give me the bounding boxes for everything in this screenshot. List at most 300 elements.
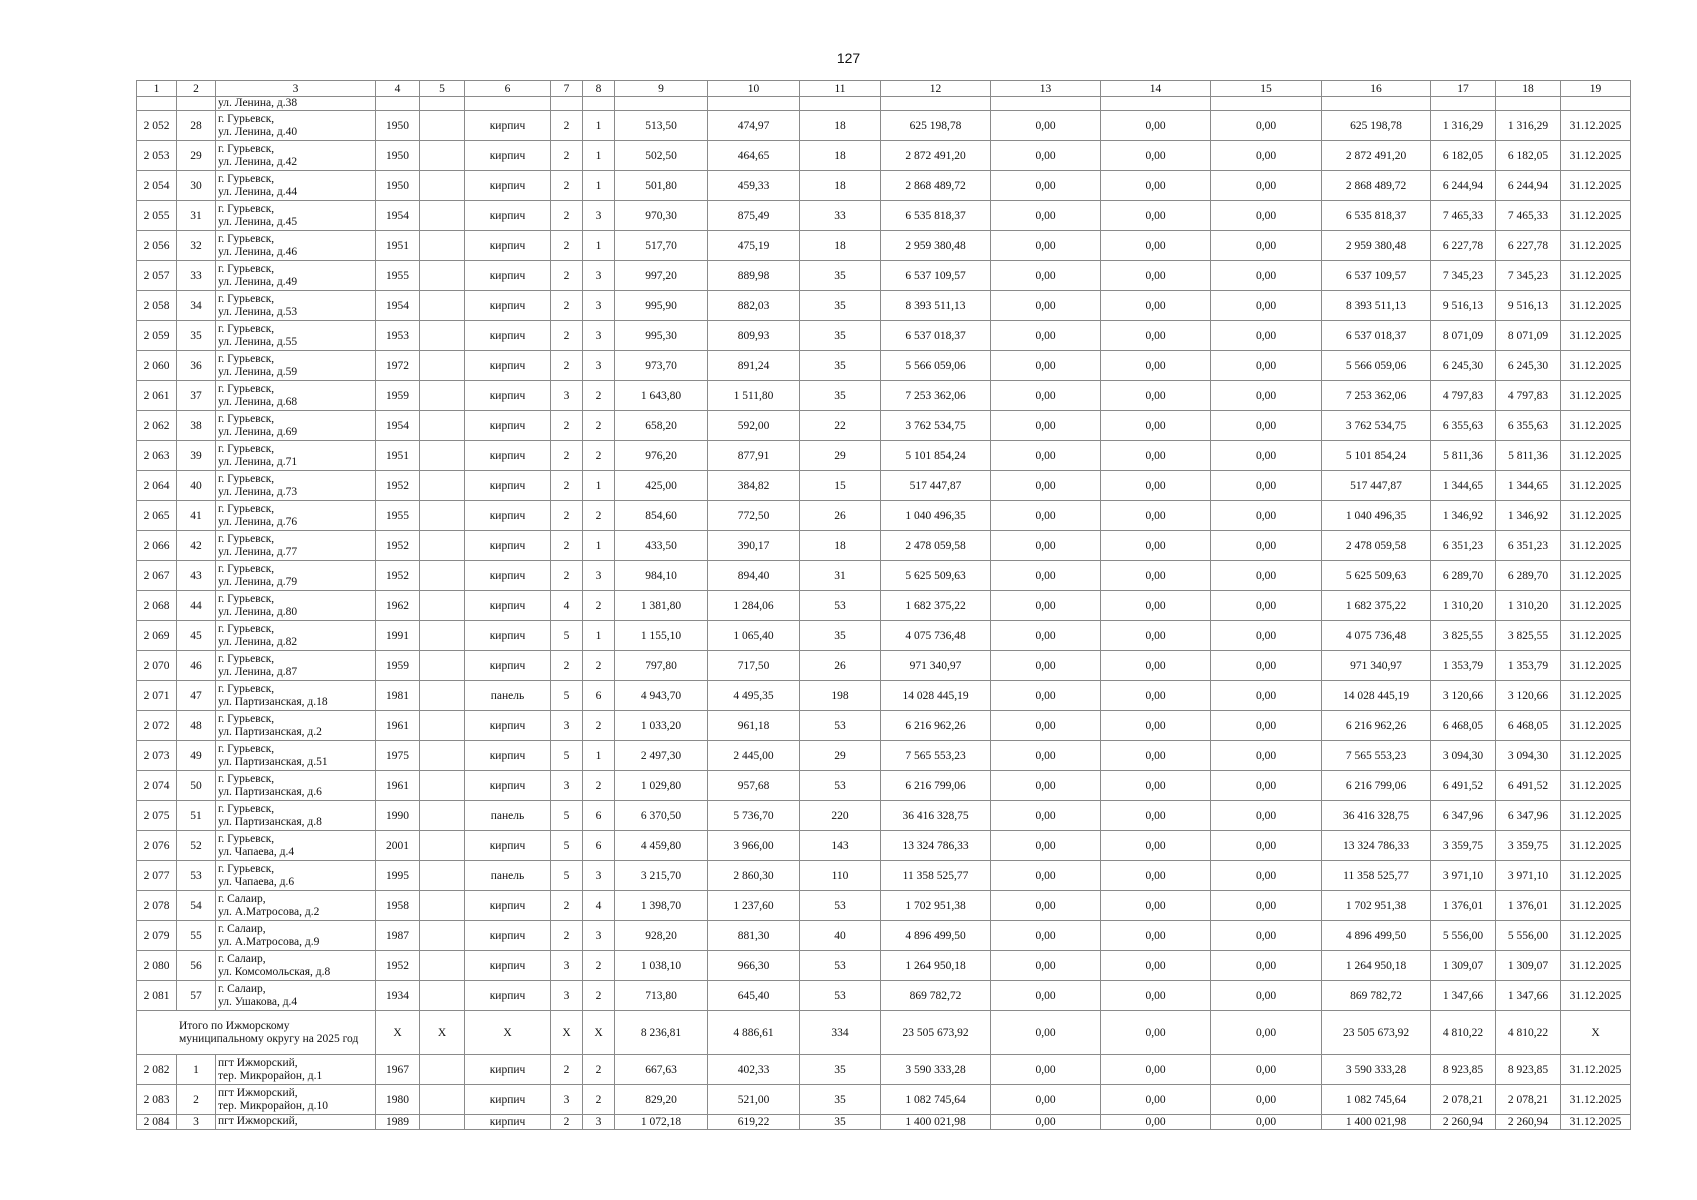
table-cell: 3 971,10 bbox=[1496, 861, 1561, 891]
table-cell: 14 028 445,19 bbox=[1322, 681, 1431, 711]
table-cell: 713,80 bbox=[615, 981, 708, 1011]
table-cell: 0,00 bbox=[991, 771, 1101, 801]
table-cell: 2 084 bbox=[137, 1115, 177, 1130]
table-cell: 2 959 380,48 bbox=[881, 231, 991, 261]
table-cell: 0,00 bbox=[991, 1085, 1101, 1115]
table-cell: 2 bbox=[583, 441, 615, 471]
table-cell: 2 068 bbox=[137, 591, 177, 621]
table-cell: 35 bbox=[800, 261, 881, 291]
column-header: 1 bbox=[137, 81, 177, 97]
total-cell: Х bbox=[376, 1011, 420, 1055]
column-header: 7 bbox=[551, 81, 583, 97]
table-cell: 433,50 bbox=[615, 531, 708, 561]
table-cell: 35 bbox=[800, 1115, 881, 1130]
table-cell: 1980 bbox=[376, 1085, 420, 1115]
column-header: 3 bbox=[216, 81, 376, 97]
table-cell: 1958 bbox=[376, 891, 420, 921]
table-cell: 3 094,30 bbox=[1496, 741, 1561, 771]
table-cell: 35 bbox=[800, 291, 881, 321]
table-cell: 1975 bbox=[376, 741, 420, 771]
table-cell: 619,22 bbox=[708, 1115, 800, 1130]
table-cell: 7 465,33 bbox=[1496, 201, 1561, 231]
table-cell: 3 215,70 bbox=[615, 861, 708, 891]
table-cell: 1 400 021,98 bbox=[1322, 1115, 1431, 1130]
address-cell: г. Гурьевск, ул. Чапаева, д.4 bbox=[216, 831, 376, 861]
table-cell: 8 923,85 bbox=[1431, 1055, 1496, 1085]
table-cell: 6 245,30 bbox=[1431, 351, 1496, 381]
table-cell: 8 393 511,13 bbox=[1322, 291, 1431, 321]
table-cell: 7 465,33 bbox=[1431, 201, 1496, 231]
table-cell: кирпич bbox=[465, 501, 551, 531]
table-cell: 6 491,52 bbox=[1496, 771, 1561, 801]
table-row bbox=[137, 951, 1631, 981]
table-cell: 5 bbox=[551, 831, 583, 861]
total-cell: 0,00 bbox=[1211, 1011, 1322, 1055]
table-cell: 36 416 328,75 bbox=[881, 801, 991, 831]
column-header: 15 bbox=[1211, 81, 1322, 97]
table-cell: 1 264 950,18 bbox=[1322, 951, 1431, 981]
table-cell: 1 bbox=[177, 1055, 216, 1085]
table-cell: 31.12.2025 bbox=[1561, 501, 1631, 531]
table-cell: 6 244,94 bbox=[1431, 171, 1496, 201]
table-cell: 0,00 bbox=[1211, 351, 1322, 381]
table-cell bbox=[420, 741, 465, 771]
table-cell: 3 359,75 bbox=[1431, 831, 1496, 861]
table-cell: 0,00 bbox=[991, 141, 1101, 171]
table-cell: 2 081 bbox=[137, 981, 177, 1011]
table-cell: 49 bbox=[177, 741, 216, 771]
table-cell: 971 340,97 bbox=[1322, 651, 1431, 681]
table-cell: 2 bbox=[551, 501, 583, 531]
column-header: 4 bbox=[376, 81, 420, 97]
table-cell: 2 bbox=[583, 1055, 615, 1085]
table-cell: 0,00 bbox=[991, 951, 1101, 981]
table-cell: кирпич bbox=[465, 711, 551, 741]
table-cell: 0,00 bbox=[1101, 711, 1211, 741]
table-cell: 36 bbox=[177, 351, 216, 381]
table-cell: 3 bbox=[583, 261, 615, 291]
table-cell: 0,00 bbox=[991, 1115, 1101, 1130]
address-cell: г. Гурьевск, ул. Партизанская, д.2 bbox=[216, 711, 376, 741]
table-cell: 869 782,72 bbox=[1322, 981, 1431, 1011]
table-cell: 26 bbox=[800, 651, 881, 681]
total-cell: 4 886,61 bbox=[708, 1011, 800, 1055]
table-cell: 2 bbox=[551, 201, 583, 231]
table-cell: 1 702 951,38 bbox=[1322, 891, 1431, 921]
table-cell: 31.12.2025 bbox=[1561, 111, 1631, 141]
table-cell: 2 064 bbox=[137, 471, 177, 501]
table-cell bbox=[420, 441, 465, 471]
table-cell: 1 682 375,22 bbox=[1322, 591, 1431, 621]
table-cell: 2 078,21 bbox=[1496, 1085, 1561, 1115]
table-cell: 53 bbox=[800, 951, 881, 981]
table-cell: 29 bbox=[177, 141, 216, 171]
total-cell: 8 236,81 bbox=[615, 1011, 708, 1055]
table-cell: 29 bbox=[800, 741, 881, 771]
table-cell: 35 bbox=[800, 1085, 881, 1115]
address-cell: г. Гурьевск, ул. Ленина, д.87 bbox=[216, 651, 376, 681]
table-row bbox=[137, 141, 1631, 171]
table-cell: 0,00 bbox=[1211, 891, 1322, 921]
table-cell: 2 052 bbox=[137, 111, 177, 141]
table-cell: 4 bbox=[551, 591, 583, 621]
table-cell: 3 825,55 bbox=[1431, 621, 1496, 651]
table-cell: 35 bbox=[800, 1055, 881, 1085]
table-cell: 1 346,92 bbox=[1496, 501, 1561, 531]
table-cell: 0,00 bbox=[1101, 171, 1211, 201]
address-cell: г. Салаир, ул. Комсомольская, д.8 bbox=[216, 951, 376, 981]
table-cell: 4 943,70 bbox=[615, 681, 708, 711]
table-cell bbox=[420, 171, 465, 201]
table-cell: 2 071 bbox=[137, 681, 177, 711]
table-cell: 48 bbox=[177, 711, 216, 741]
table-cell: 35 bbox=[177, 321, 216, 351]
table-cell: 5 bbox=[551, 861, 583, 891]
table-cell: кирпич bbox=[465, 561, 551, 591]
table-cell: кирпич bbox=[465, 891, 551, 921]
table-cell: 6 535 818,37 bbox=[881, 201, 991, 231]
table-cell: 521,00 bbox=[708, 1085, 800, 1115]
table-cell: 1 353,79 bbox=[1431, 651, 1496, 681]
table-cell: 2 860,30 bbox=[708, 861, 800, 891]
table-cell: 0,00 bbox=[1101, 651, 1211, 681]
table-cell: кирпич bbox=[465, 771, 551, 801]
table-cell: 0,00 bbox=[1211, 951, 1322, 981]
table-cell: 6 bbox=[583, 831, 615, 861]
table-cell bbox=[420, 1055, 465, 1085]
table-cell: 4 495,35 bbox=[708, 681, 800, 711]
total-cell: 4 810,22 bbox=[1496, 1011, 1561, 1055]
table-cell: 797,80 bbox=[615, 651, 708, 681]
table-cell: 53 bbox=[177, 861, 216, 891]
table-cell: 2 445,00 bbox=[708, 741, 800, 771]
table-cell bbox=[420, 831, 465, 861]
table-cell: 18 bbox=[800, 111, 881, 141]
table-cell: 1934 bbox=[376, 981, 420, 1011]
table-cell: 6 537 018,37 bbox=[1322, 321, 1431, 351]
table-cell: 1954 bbox=[376, 411, 420, 441]
table-cell: 4 bbox=[583, 891, 615, 921]
table-cell: 2 bbox=[551, 561, 583, 591]
table-cell: 0,00 bbox=[1101, 801, 1211, 831]
table-cell bbox=[420, 861, 465, 891]
column-header: 2 bbox=[177, 81, 216, 97]
table-cell: 4 075 736,48 bbox=[881, 621, 991, 651]
table-cell: 0,00 bbox=[1211, 771, 1322, 801]
table-cell: 2 bbox=[551, 531, 583, 561]
table-cell: 7 345,23 bbox=[1431, 261, 1496, 291]
table-cell: 32 bbox=[177, 231, 216, 261]
table-cell: 2 bbox=[583, 711, 615, 741]
table-row bbox=[137, 471, 1631, 501]
table-cell: 0,00 bbox=[1211, 411, 1322, 441]
table-cell: 39 bbox=[177, 441, 216, 471]
address-cell: г. Гурьевск, ул. Ленина, д.68 bbox=[216, 381, 376, 411]
table-cell: 2 260,94 bbox=[1431, 1115, 1496, 1130]
table-cell: 0,00 bbox=[991, 411, 1101, 441]
table-cell: 44 bbox=[177, 591, 216, 621]
table-cell: 3 bbox=[583, 561, 615, 591]
table-cell: 6 537 018,37 bbox=[881, 321, 991, 351]
address-cell: г. Гурьевск, ул. Ленина, д.53 bbox=[216, 291, 376, 321]
table-cell bbox=[420, 681, 465, 711]
table-cell: 1955 bbox=[376, 261, 420, 291]
table-cell: 0,00 bbox=[991, 831, 1101, 861]
table-cell: 0,00 bbox=[1101, 1115, 1211, 1130]
table-cell: 772,50 bbox=[708, 501, 800, 531]
table-cell: 6 216 799,06 bbox=[1322, 771, 1431, 801]
table-cell: 4 797,83 bbox=[1431, 381, 1496, 411]
total-cell: Х bbox=[420, 1011, 465, 1055]
table-cell: 5 625 509,63 bbox=[881, 561, 991, 591]
table-cell: 2 056 bbox=[137, 231, 177, 261]
page-number: 127 bbox=[836, 50, 861, 66]
table-cell: 6 bbox=[583, 801, 615, 831]
table-cell: 0,00 bbox=[991, 621, 1101, 651]
table-cell: 0,00 bbox=[1211, 801, 1322, 831]
table-cell: 0,00 bbox=[1101, 291, 1211, 321]
table-cell: 5 811,36 bbox=[1496, 441, 1561, 471]
table-cell: 425,00 bbox=[615, 471, 708, 501]
table-cell: 997,20 bbox=[615, 261, 708, 291]
column-header: 12 bbox=[881, 81, 991, 97]
table-cell: 2 bbox=[551, 1115, 583, 1130]
table-row bbox=[137, 1055, 1631, 1085]
table-row bbox=[137, 291, 1631, 321]
table-cell: 31.12.2025 bbox=[1561, 591, 1631, 621]
table-cell: 1 344,65 bbox=[1431, 471, 1496, 501]
table-cell: 0,00 bbox=[1211, 711, 1322, 741]
table-cell: 0,00 bbox=[991, 321, 1101, 351]
table-cell: 0,00 bbox=[1211, 111, 1322, 141]
table-cell: 2 872 491,20 bbox=[1322, 141, 1431, 171]
table-cell: 31.12.2025 bbox=[1561, 711, 1631, 741]
table-cell: 2 057 bbox=[137, 261, 177, 291]
table-cell: 31.12.2025 bbox=[1561, 561, 1631, 591]
table-cell: 3 bbox=[583, 861, 615, 891]
table-row bbox=[137, 381, 1631, 411]
table-cell: панель bbox=[465, 681, 551, 711]
total-cell: Х bbox=[583, 1011, 615, 1055]
table-cell: кирпич bbox=[465, 651, 551, 681]
table-cell: 31.12.2025 bbox=[1561, 831, 1631, 861]
table-cell: 5 556,00 bbox=[1431, 921, 1496, 951]
table-cell: 513,50 bbox=[615, 111, 708, 141]
table-cell: 6 491,52 bbox=[1431, 771, 1496, 801]
table-cell: 6 216 962,26 bbox=[881, 711, 991, 741]
table-cell: 667,63 bbox=[615, 1055, 708, 1085]
table-cell: кирпич bbox=[465, 471, 551, 501]
table-cell: 0,00 bbox=[991, 891, 1101, 921]
table-cell: 1 bbox=[583, 171, 615, 201]
table-cell: 2 069 bbox=[137, 621, 177, 651]
table-cell bbox=[420, 801, 465, 831]
column-header: 19 bbox=[1561, 81, 1631, 97]
table-cell: 6 216 799,06 bbox=[881, 771, 991, 801]
table-cell bbox=[420, 351, 465, 381]
table-cell: кирпич bbox=[465, 111, 551, 141]
table-cell: 1951 bbox=[376, 441, 420, 471]
table-cell: 0,00 bbox=[991, 801, 1101, 831]
table-cell: 1 040 496,35 bbox=[1322, 501, 1431, 531]
table-cell: кирпич bbox=[465, 291, 551, 321]
table-cell: 2 bbox=[551, 321, 583, 351]
table-cell: 0,00 bbox=[1211, 1085, 1322, 1115]
table-cell: 0,00 bbox=[1101, 951, 1211, 981]
table-cell: 198 bbox=[800, 681, 881, 711]
table-cell: 6 355,63 bbox=[1496, 411, 1561, 441]
total-cell: 4 810,22 bbox=[1431, 1011, 1496, 1055]
table-cell: 957,68 bbox=[708, 771, 800, 801]
table-cell: 1 347,66 bbox=[1431, 981, 1496, 1011]
table-cell: 1 376,01 bbox=[1496, 891, 1561, 921]
table-cell: 1 353,79 bbox=[1496, 651, 1561, 681]
table-cell: 1991 bbox=[376, 621, 420, 651]
table-cell: 40 bbox=[177, 471, 216, 501]
table-cell: 2 bbox=[551, 171, 583, 201]
table-cell: 53 bbox=[800, 891, 881, 921]
table-cell: 1 065,40 bbox=[708, 621, 800, 651]
table-cell: 1 bbox=[583, 621, 615, 651]
table-cell: 35 bbox=[800, 381, 881, 411]
address-cell: пгт Ижморский, bbox=[216, 1115, 376, 1130]
table-cell: 0,00 bbox=[991, 291, 1101, 321]
column-header: 10 bbox=[708, 81, 800, 97]
table-cell: 6 244,94 bbox=[1496, 171, 1561, 201]
table-cell: 2 bbox=[177, 1085, 216, 1115]
total-cell: 334 bbox=[800, 1011, 881, 1055]
table-cell: 6 289,70 bbox=[1431, 561, 1496, 591]
table-row bbox=[137, 501, 1631, 531]
table-row bbox=[137, 111, 1631, 141]
table-cell: 0,00 bbox=[1211, 741, 1322, 771]
table-cell: 2 063 bbox=[137, 441, 177, 471]
table-cell: 2 bbox=[551, 891, 583, 921]
table-cell: 31.12.2025 bbox=[1561, 231, 1631, 261]
table-cell: кирпич bbox=[465, 591, 551, 621]
table-cell: 35 bbox=[800, 351, 881, 381]
address-cell: г. Гурьевск, ул. Ленина, д.80 bbox=[216, 591, 376, 621]
table-cell: 4 896 499,50 bbox=[1322, 921, 1431, 951]
table-cell: 31.12.2025 bbox=[1561, 441, 1631, 471]
address-cell: г. Гурьевск, ул. Ленина, д.49 bbox=[216, 261, 376, 291]
table-cell: 0,00 bbox=[991, 201, 1101, 231]
address-cell: г. Гурьевск, ул. Ленина, д.73 bbox=[216, 471, 376, 501]
table-cell: 1 376,01 bbox=[1431, 891, 1496, 921]
table-cell: 0,00 bbox=[1101, 891, 1211, 921]
table-cell: 2 066 bbox=[137, 531, 177, 561]
table-cell: 658,20 bbox=[615, 411, 708, 441]
table-cell: 0,00 bbox=[1101, 351, 1211, 381]
table-cell: 0,00 bbox=[1211, 681, 1322, 711]
table-cell: 2 076 bbox=[137, 831, 177, 861]
table-cell: 1 bbox=[583, 741, 615, 771]
table-cell: 0,00 bbox=[1211, 201, 1322, 231]
address-cell: г. Гурьевск, ул. Ленина, д.59 bbox=[216, 351, 376, 381]
table-cell: 984,10 bbox=[615, 561, 708, 591]
table-cell: 0,00 bbox=[1101, 531, 1211, 561]
table-cell: 1981 bbox=[376, 681, 420, 711]
address-cell: г. Гурьевск, ул. Ленина, д.42 bbox=[216, 141, 376, 171]
address-cell: г. Гурьевск, ул. Чапаева, д.6 bbox=[216, 861, 376, 891]
table-cell: 2 054 bbox=[137, 171, 177, 201]
table-cell: 0,00 bbox=[1101, 561, 1211, 591]
table-cell: 51 bbox=[177, 801, 216, 831]
table-cell: 1 702 951,38 bbox=[881, 891, 991, 921]
table-row bbox=[137, 231, 1631, 261]
table-cell: 9 516,13 bbox=[1496, 291, 1561, 321]
table-cell: 3 bbox=[551, 981, 583, 1011]
table-cell: 5 566 059,06 bbox=[1322, 351, 1431, 381]
table-cell: 3 966,00 bbox=[708, 831, 800, 861]
table-cell: 0,00 bbox=[1211, 651, 1322, 681]
table-row bbox=[137, 201, 1631, 231]
table-cell: 2 260,94 bbox=[1496, 1115, 1561, 1130]
table-row bbox=[137, 801, 1631, 831]
total-cell: Х bbox=[465, 1011, 551, 1055]
column-header: 16 bbox=[1322, 81, 1431, 97]
table-row bbox=[137, 1085, 1631, 1115]
table-cell: 0,00 bbox=[1211, 621, 1322, 651]
address-cell: пгт Ижморский, тер. Микрорайон, д.10 bbox=[216, 1085, 376, 1115]
table-cell: 6 227,78 bbox=[1431, 231, 1496, 261]
table-cell: 402,33 bbox=[708, 1055, 800, 1085]
table-cell: 0,00 bbox=[1101, 771, 1211, 801]
address-cell: пгт Ижморский, тер. Микрорайон, д.1 bbox=[216, 1055, 376, 1085]
table-cell: 1 346,92 bbox=[1431, 501, 1496, 531]
table-cell: кирпич bbox=[465, 1115, 551, 1130]
table-cell: 2 bbox=[583, 1085, 615, 1115]
table-cell: 1954 bbox=[376, 291, 420, 321]
table-cell: 2 bbox=[583, 951, 615, 981]
table-cell: 829,20 bbox=[615, 1085, 708, 1115]
table-cell: 0,00 bbox=[1211, 381, 1322, 411]
table-cell bbox=[420, 381, 465, 411]
table-cell: 3 bbox=[551, 951, 583, 981]
table-cell: 1 bbox=[583, 471, 615, 501]
table-cell: 2 bbox=[551, 921, 583, 951]
address-cell: г. Гурьевск, ул. Ленина, д.46 bbox=[216, 231, 376, 261]
table-cell bbox=[420, 291, 465, 321]
table-cell: кирпич bbox=[465, 621, 551, 651]
table-cell: 3 590 333,28 bbox=[881, 1055, 991, 1085]
table-cell: 3 120,66 bbox=[1496, 681, 1561, 711]
address-cell: г. Гурьевск, ул. Партизанская, д.18 bbox=[216, 681, 376, 711]
column-header: 6 bbox=[465, 81, 551, 97]
table-cell: 31.12.2025 bbox=[1561, 921, 1631, 951]
table-cell: 2 058 bbox=[137, 291, 177, 321]
table-cell: 0,00 bbox=[1101, 231, 1211, 261]
table-cell: 43 bbox=[177, 561, 216, 591]
table-row bbox=[137, 771, 1631, 801]
table-cell: 2 078,21 bbox=[1431, 1085, 1496, 1115]
table-cell: 882,03 bbox=[708, 291, 800, 321]
table-cell bbox=[420, 951, 465, 981]
table-cell: 1953 bbox=[376, 321, 420, 351]
table-cell: 2 082 bbox=[137, 1055, 177, 1085]
table-cell: 2 078 bbox=[137, 891, 177, 921]
table-cell bbox=[420, 201, 465, 231]
table-cell: 6 216 962,26 bbox=[1322, 711, 1431, 741]
table-cell: 0,00 bbox=[991, 231, 1101, 261]
table-cell bbox=[420, 471, 465, 501]
table-cell: 1 643,80 bbox=[615, 381, 708, 411]
table-cell: 3 762 534,75 bbox=[881, 411, 991, 441]
table-cell: 1961 bbox=[376, 771, 420, 801]
table-cell: 7 253 362,06 bbox=[881, 381, 991, 411]
address-cell: ул. Ленина, д.38 bbox=[216, 97, 376, 111]
table-cell: 3 971,10 bbox=[1431, 861, 1496, 891]
